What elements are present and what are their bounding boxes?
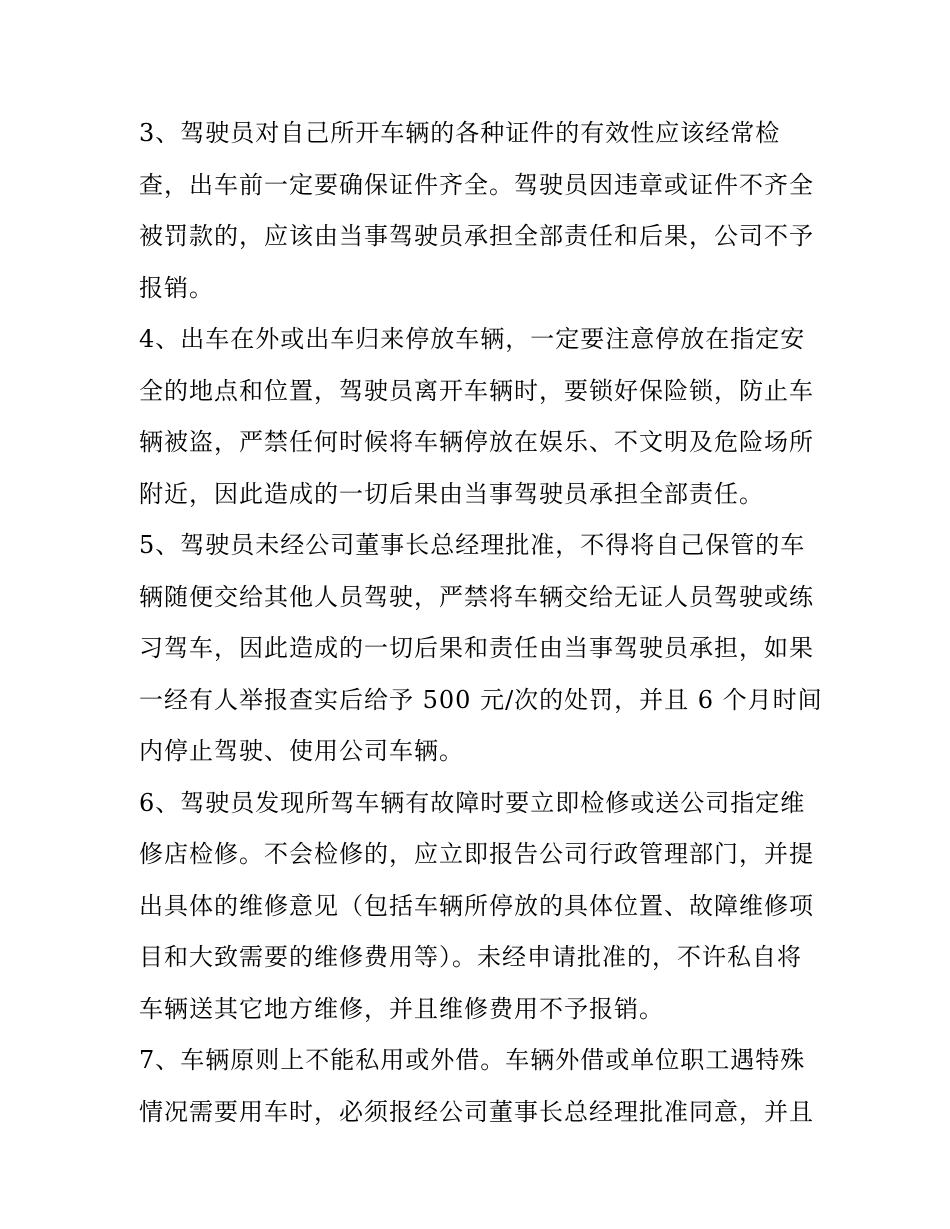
text-line: 5、驾驶员未经公司董事长总经理批准，不得将自己保管的车 [139,531,806,559]
text-line: 全的地点和位置，驾驶员离开车辆时，要锁好保险锁，防止车 [139,376,814,405]
text-line: 目和大致需要的维修费用等）。未经申请批准的，不许私自将 [139,943,802,971]
text-line: 3、驾驶员对自己所开车辆的各种证件的有效性应该经常检 [139,119,781,147]
text-line: 辆被盗，严禁任何时候将车辆停放在娱乐、不文明及危险场所 [139,428,814,456]
text-line: 被罚款的，应该由当事驾驶员承担全部责任和后果，公司不予 [139,222,814,250]
text-line: 一经有人举报查实后给予 500 元/次的处罚，并且 6 个月时间 [139,685,823,714]
text-line: 附近，因此造成的一切后果由当事驾驶员承担全部责任。 [139,479,764,508]
text-line: 报销。 [139,273,214,302]
text-line: 习驾车，因此造成的一切后果和责任由当事驾驶员承担，如果 [139,634,814,662]
text-line: 辆随便交给其他人员驾驶，严禁将车辆交给无证人员驾驶或练 [139,582,814,611]
text-line: 情况需要用车时，必须报经公司董事长总经理批准同意，并且 [139,1097,814,1126]
text-line: 6、驾驶员发现所驾车辆有故障时要立即检修或送公司指定维 [139,788,806,817]
document-body [139,108,823,1138]
text-line: 7、车辆原则上不能私用或外借。车辆外借或单位职工遇特殊 [139,1046,806,1074]
text-line: 内停止驾驶、使用公司车辆。 [139,737,464,765]
text-line: 查，出车前一定要确保证件齐全。驾驶员因违章或证件不齐全 [139,170,814,199]
text-line: 4、出车在外或出车归来停放车辆，一定要注意停放在指定安 [139,325,806,353]
text-line: 修店检修。不会检修的，应立即报告公司行政管理部门，并提 [139,840,814,868]
text-line: 出具体的维修意见（包括车辆所停放的具体位置、故障维修项 [139,891,814,920]
text-line: 车辆送其它地方维修，并且维修费用不予报销。 [139,994,664,1023]
